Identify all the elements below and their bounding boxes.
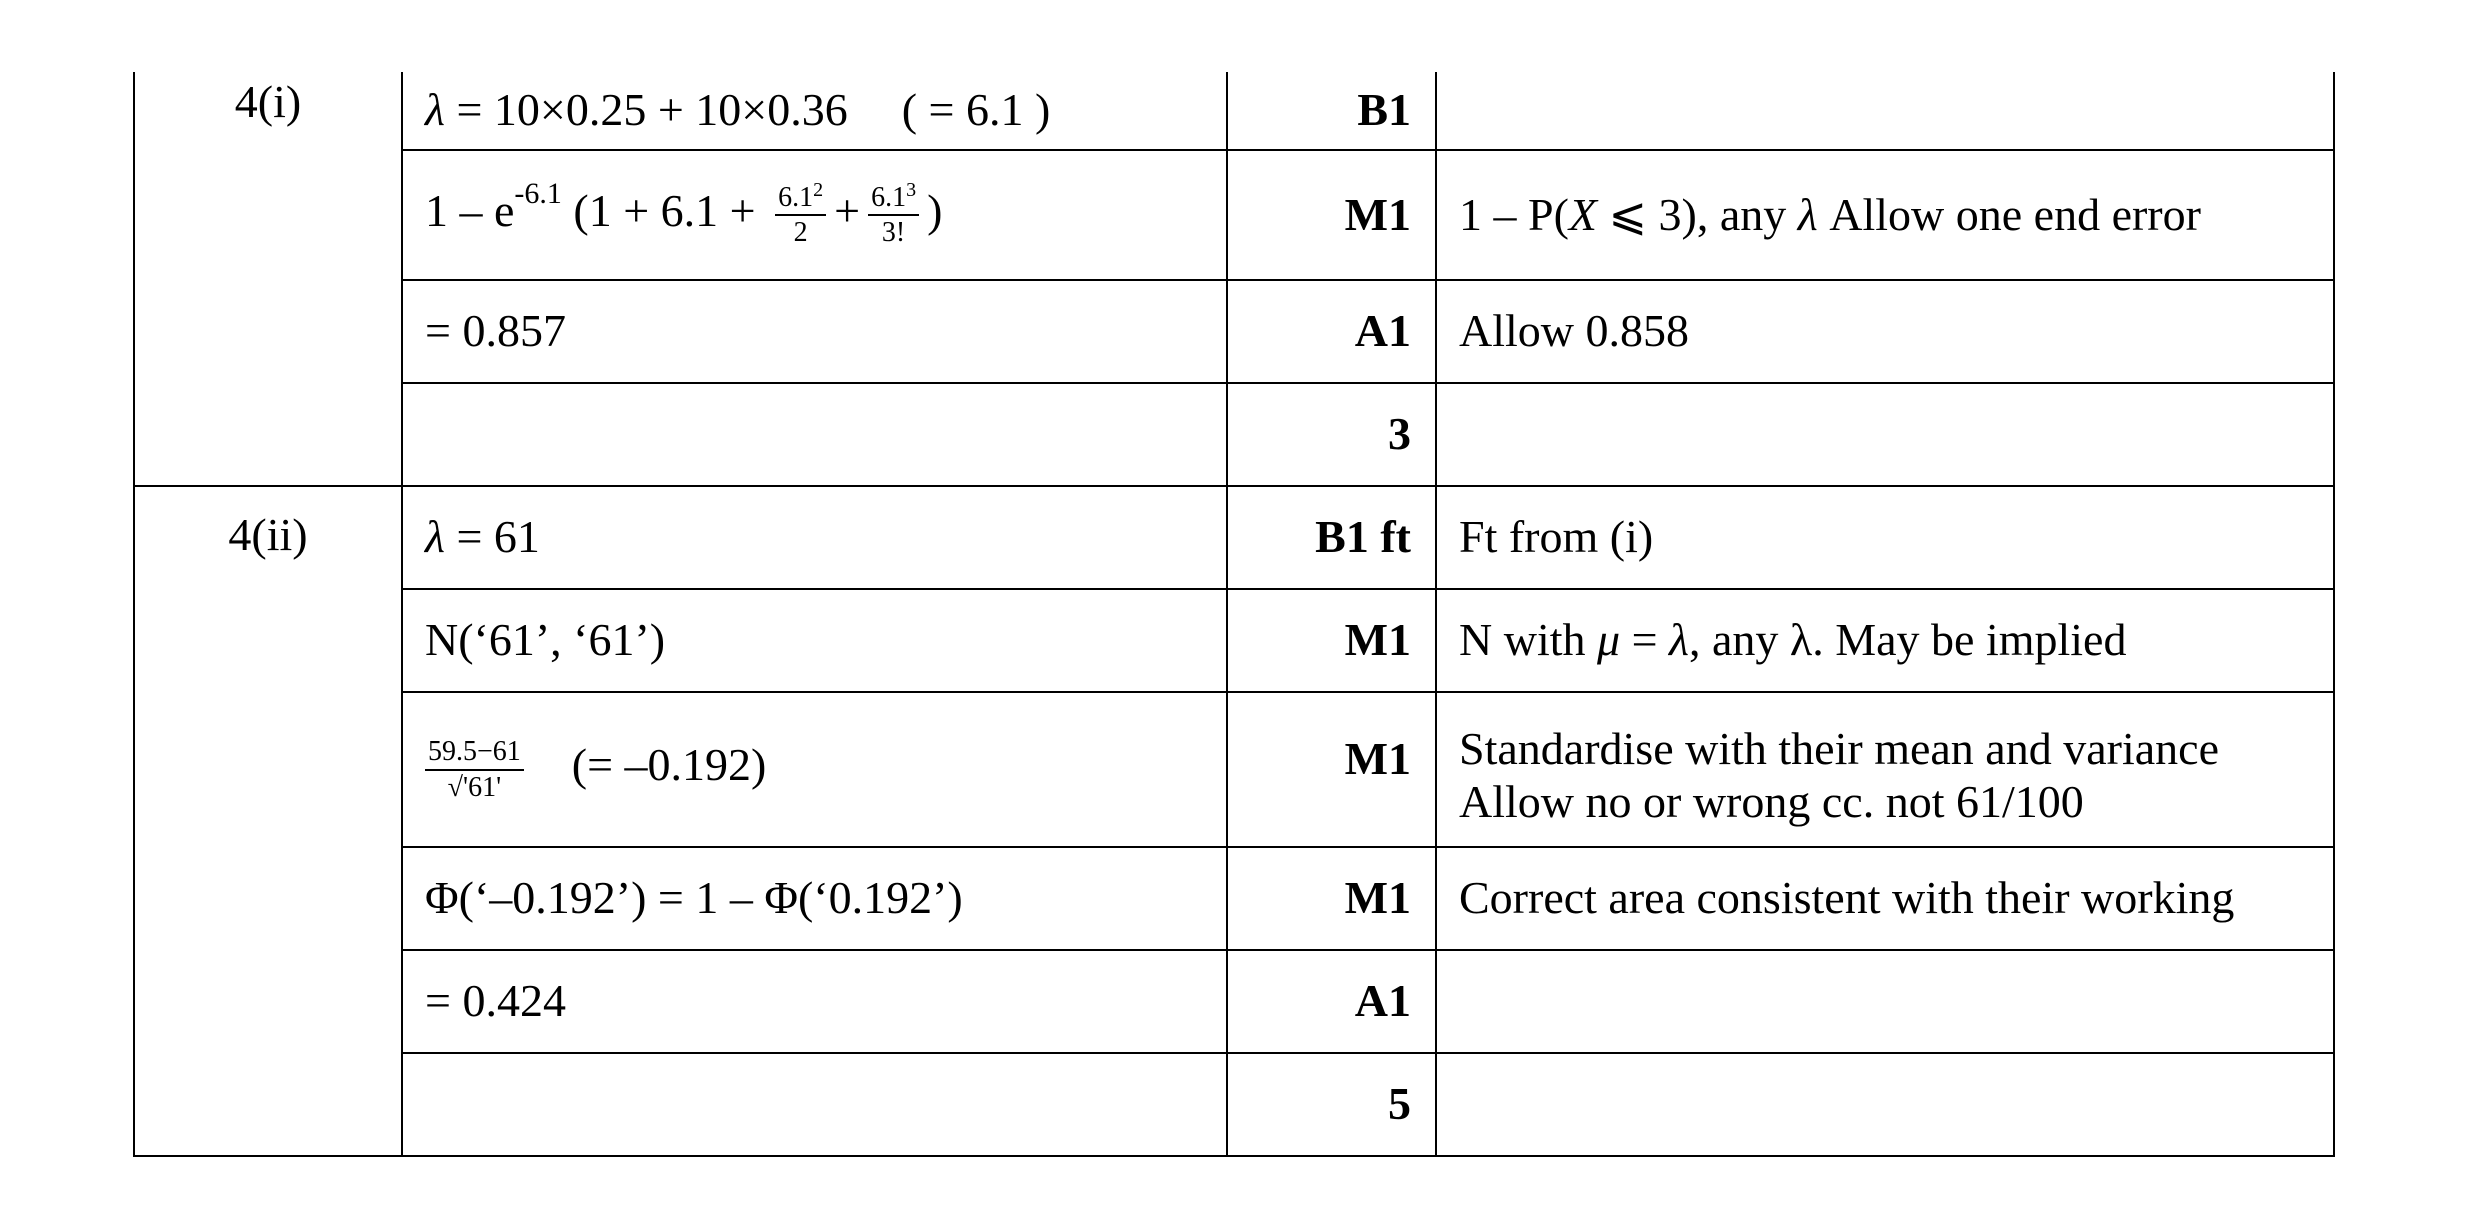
lambda-symbol: λ	[1797, 188, 1818, 240]
guidance-text: N with	[1459, 614, 1597, 666]
fraction-numerator: 6.1	[778, 181, 814, 213]
mark-cell	[1227, 1053, 1436, 1156]
mark-cell	[1227, 486, 1436, 589]
mark-cell	[1227, 847, 1436, 950]
mark-label: M1	[1344, 733, 1411, 784]
lambda-symbol: λ	[425, 511, 445, 563]
answer-cell	[402, 486, 1227, 589]
answer-cell	[402, 1053, 1227, 1156]
closing-paren: )	[927, 184, 943, 236]
fraction-numerator: 6.1	[871, 181, 907, 213]
mark-label: A1	[1354, 975, 1411, 1027]
plus-sign: +	[834, 184, 861, 236]
answer-note: (= –0.192)	[571, 739, 767, 791]
guidance-cell	[1436, 692, 2334, 847]
guidance-cell	[1436, 280, 2334, 383]
fraction-numerator: 59.5−61	[425, 737, 524, 770]
exponent: -6.1	[514, 176, 562, 210]
question-number-cell	[134, 486, 402, 1156]
mu-symbol: μ	[1597, 614, 1621, 666]
table-row	[134, 383, 2334, 486]
mark-label: B1	[1357, 84, 1411, 136]
answer-cell	[402, 72, 1227, 150]
answer-cell	[402, 280, 1227, 383]
guidance-line: Standardise with their mean and variance	[1459, 723, 2219, 774]
mark-cell	[1227, 150, 1436, 280]
mark-cell	[1227, 280, 1436, 383]
table-row	[134, 486, 2334, 589]
guidance-text: =	[1620, 614, 1670, 666]
fraction-denominator: 2	[793, 217, 808, 248]
answer-text: N(‘61’, ‘61’)	[425, 614, 666, 666]
answer-cell	[402, 847, 1227, 950]
fraction-denominator: √'61'	[447, 771, 502, 803]
table-row	[134, 692, 2334, 847]
guidance-text: Correct area consistent with their working	[1459, 872, 2235, 924]
exponent: 2	[813, 178, 824, 201]
fraction	[868, 178, 919, 248]
guidance-cell	[1436, 950, 2334, 1053]
table-row	[134, 589, 2334, 692]
mark-label: B1 ft	[1315, 511, 1411, 563]
guidance-text: , any λ. May be implied	[1688, 614, 2127, 666]
answer-text: = 0.424	[425, 975, 566, 1027]
mark-cell	[1227, 589, 1436, 692]
question-number-cell	[134, 72, 402, 486]
lambda-symbol: λ	[1669, 614, 1689, 666]
lambda-symbol: λ	[425, 84, 445, 136]
guidance-text: Allow 0.858	[1459, 305, 1689, 357]
guidance-text: 1 – P(	[1459, 188, 1569, 240]
table-row	[134, 72, 2334, 150]
mark-label: A1	[1354, 305, 1411, 357]
answer-text: = 61	[444, 511, 540, 563]
question-number: 4(ii)	[228, 509, 308, 560]
guidance-cell	[1436, 589, 2334, 692]
standardisation-fraction	[425, 737, 524, 802]
fraction-denominator: 3!	[881, 217, 906, 248]
table-row	[134, 280, 2334, 383]
guidance-cell	[1436, 486, 2334, 589]
guidance-text: Ft from (i)	[1459, 511, 1654, 563]
answer-text: 1 – e	[425, 184, 515, 236]
answer-text: = 0.857	[425, 305, 566, 357]
mark-cell	[1227, 692, 1436, 847]
answer-text: Φ(‘–0.192’) = 1 – Φ(‘0.192’)	[425, 872, 963, 924]
mark-total: 3	[1388, 408, 1411, 460]
answer-text: = 10×0.25 + 10×0.36	[444, 84, 848, 136]
answer-cell	[402, 150, 1227, 280]
answer-text: (1 + 6.1 +	[561, 184, 768, 236]
table-row	[134, 847, 2334, 950]
guidance-text: Allow one end error	[1817, 188, 2201, 240]
mark-label: M1	[1344, 188, 1411, 240]
guidance-cell	[1436, 1053, 2334, 1156]
answer-note: ( = 6.1 )	[901, 84, 1051, 136]
fraction	[775, 178, 826, 248]
guidance-line: Allow no or wrong cc. not 61/100	[1459, 775, 2084, 827]
variable-x: X	[1568, 188, 1598, 240]
guidance-cell	[1436, 383, 2334, 486]
mark-scheme-table	[133, 72, 2335, 1157]
mark-label: M1	[1344, 614, 1411, 666]
guidance-cell	[1436, 72, 2334, 150]
answer-cell	[402, 589, 1227, 692]
table-row	[134, 950, 2334, 1053]
guidance-cell	[1436, 150, 2334, 280]
mark-cell	[1227, 383, 1436, 486]
answer-cell	[402, 692, 1227, 847]
table-row	[134, 150, 2334, 280]
mark-total: 5	[1388, 1078, 1411, 1130]
answer-cell	[402, 383, 1227, 486]
mark-cell	[1227, 950, 1436, 1053]
guidance-cell	[1436, 847, 2334, 950]
table-row	[134, 1053, 2334, 1156]
exponent: 3	[906, 178, 917, 201]
mark-cell	[1227, 72, 1436, 150]
guidance-text: ⩽ 3), any	[1597, 188, 1798, 240]
question-number: 4(i)	[234, 76, 302, 127]
answer-cell	[402, 950, 1227, 1053]
mark-label: M1	[1344, 872, 1411, 924]
